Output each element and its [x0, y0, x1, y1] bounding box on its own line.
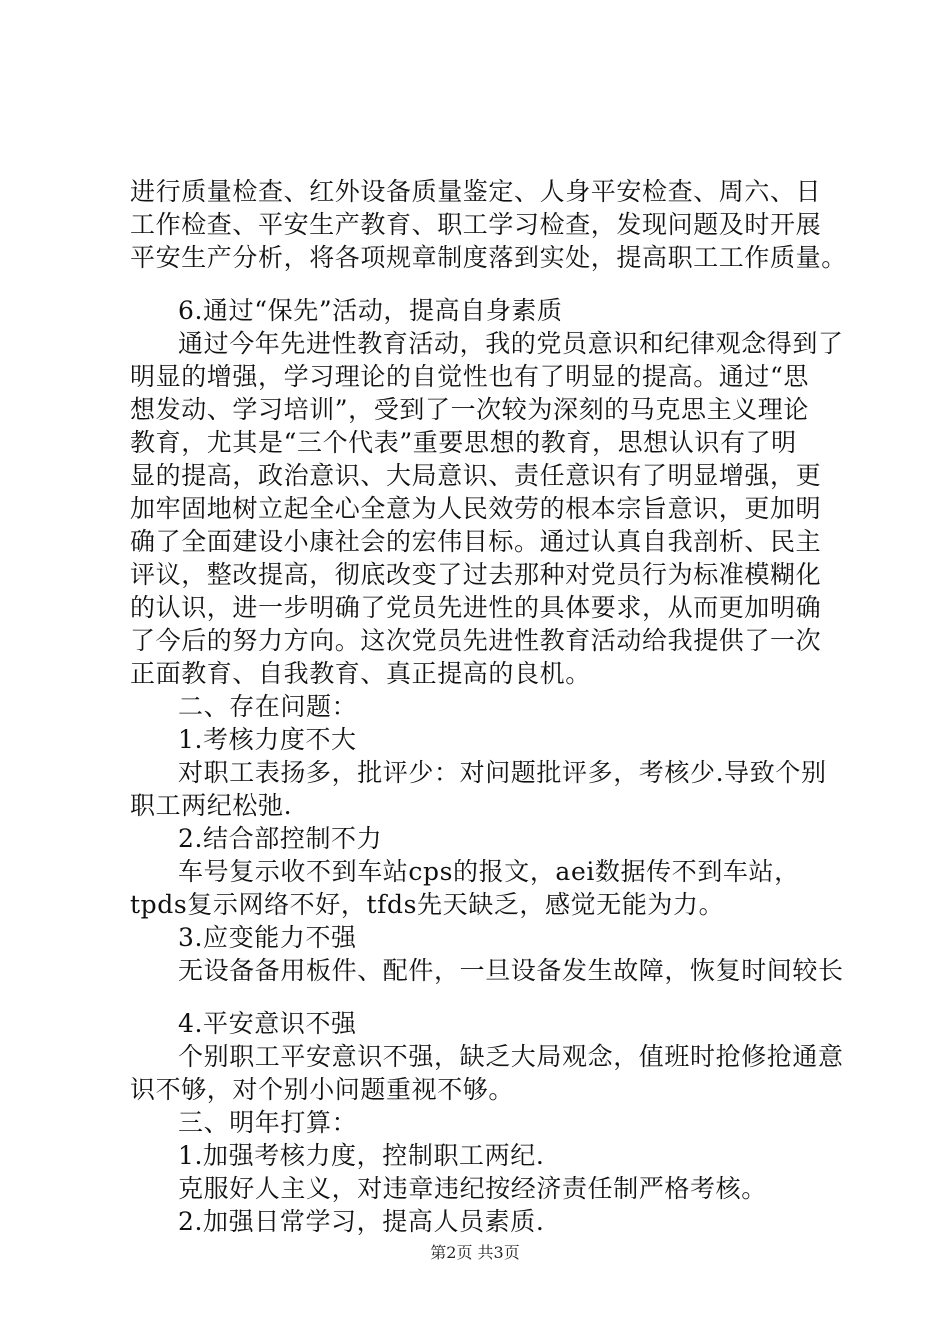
body-line: 明显的增强，学习理论的自觉性也有了明显的提高。通过“思 [130, 362, 809, 391]
body-line: 进行质量检查、红外设备质量鉴定、人身平安检查、周六、日 [130, 177, 822, 206]
item-title: 2.结合部控制不力 [178, 824, 383, 853]
body-line: 职工两纪松弛. [130, 791, 293, 820]
body-line: 正面教育、自我教育、真正提高的良机。 [130, 659, 591, 688]
section-heading: 6.通过“保先”活动，提高自身素质 [178, 296, 563, 325]
item-title: 1.加强考核力度，控制职工两纪. [178, 1141, 545, 1170]
body-line: 平安生产分析，将各项规章制度落到实处，提高职工工作质量。 [130, 243, 847, 272]
section-heading: 二、存在问题： [178, 692, 358, 721]
item-title: 1.考核力度不大 [178, 725, 357, 754]
section-heading: 三、明年打算： [178, 1108, 358, 1137]
body-line: 对职工表扬多，批评少：对问题批评多，考核少.导致个别 [178, 758, 827, 787]
page-footer: 第2页 共3页 [430, 1243, 520, 1262]
body-line: 了今后的努力方向。这次党员先进性教育活动给我提供了一次 [130, 626, 822, 655]
body-line: 教育，尤其是“三个代表”重要思想的教育，思想认识有了明 [130, 428, 797, 457]
body-line: 确了全面建设小康社会的宏伟目标。通过认真自我剖析、民主 [130, 527, 822, 556]
body-line: 评议，整改提高，彻底改变了过去那种对党员行为标准模糊化 [130, 560, 822, 589]
item-title: 4.平安意识不强 [178, 1009, 357, 1038]
body-line: 通过今年先进性教育活动，我的党员意识和纪律观念得到了 [178, 329, 844, 358]
body-line: 识不够，对个别小问题重视不够。 [130, 1075, 515, 1104]
item-title: 2.加强日常学习，提高人员素质. [178, 1207, 545, 1236]
body-line: 无设备备用板件、配件，一旦设备发生故障，恢复时间较长 [178, 956, 844, 985]
item-title: 3.应变能力不强 [178, 923, 357, 952]
body-line: 的认识，进一步明确了党员先进性的具体要求，从而更加明确 [130, 593, 822, 622]
body-line: 工作检查、平安生产教育、职工学习检查，发现问题及时开展 [130, 210, 822, 239]
body-line: 加牢固地树立起全心全意为人民效劳的根本宗旨意识，更加明 [130, 494, 822, 523]
body-line: 想发动、学习培训”，受到了一次较为深刻的马克思主义理论 [130, 395, 809, 424]
body-line: tpds复示网络不好，tfds先天缺乏，感觉无能为力。 [130, 890, 725, 919]
body-line: 克服好人主义，对违章违纪按经济责任制严格考核。 [178, 1174, 767, 1203]
body-line: 个别职工平安意识不强，缺乏大局观念，值班时抢修抢通意 [178, 1042, 844, 1071]
body-line: 显的提高，政治意识、大局意识、责任意识有了明显增强，更 [130, 461, 822, 490]
body-line: 车号复示收不到车站cps的报文，aei数据传不到车站， [178, 857, 800, 886]
